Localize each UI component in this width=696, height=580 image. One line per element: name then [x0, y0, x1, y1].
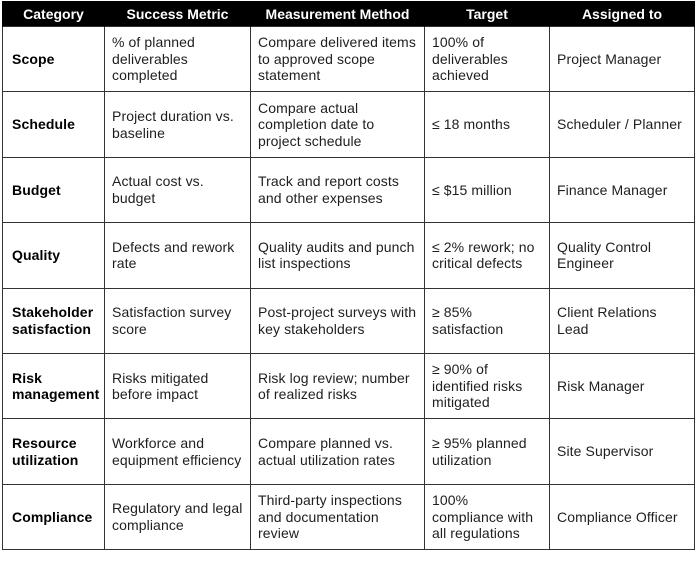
category-cell: Resource utilization — [3, 419, 105, 484]
metric-cell: Regulatory and legal compliance — [105, 484, 251, 549]
category-cell: Compliance — [3, 484, 105, 549]
category-cell: Schedule — [3, 92, 105, 157]
assigned-cell: Scheduler / Planner — [550, 92, 695, 157]
category-cell: Quality — [3, 223, 105, 288]
assigned-cell: Client Relations Lead — [550, 288, 695, 353]
table-row — [3, 484, 695, 549]
target-cell: ≤ $15 million — [425, 157, 550, 222]
table-row — [3, 288, 695, 353]
category-cell: Budget — [3, 157, 105, 222]
metric-cell: Risks mitigated before impact — [105, 353, 251, 418]
assigned-cell: Project Manager — [550, 27, 695, 92]
metric-cell: Workforce and equipment efficiency — [105, 419, 251, 484]
metric-cell: Satisfaction survey score — [105, 288, 251, 353]
metric-cell: Project duration vs. baseline — [105, 92, 251, 157]
header-measurement-method: Measurement Method — [251, 2, 425, 27]
table-row — [3, 157, 695, 222]
method-cell: Compare planned vs. actual utilization rates — [251, 419, 425, 484]
target-cell: ≤ 18 months — [425, 92, 550, 157]
metric-cell: Defects and rework rate — [105, 223, 251, 288]
table-row — [3, 92, 695, 157]
success-metrics-table — [2, 1, 695, 550]
category-cell: Risk management — [3, 353, 105, 418]
category-cell: Stakeholder satisfaction — [3, 288, 105, 353]
method-cell: Track and report costs and other expenses — [251, 157, 425, 222]
header-target: Target — [425, 2, 550, 27]
target-cell: 100% of deliverables achieved — [425, 27, 550, 92]
target-cell: 100% compliance with all regulations — [425, 484, 550, 549]
method-cell: Compare delivered items to approved scope statement — [251, 27, 425, 92]
method-cell: Post-project surveys with key stakeholders — [251, 288, 425, 353]
assigned-cell: Site Supervisor — [550, 419, 695, 484]
table-row — [3, 353, 695, 418]
assigned-cell: Risk Manager — [550, 353, 695, 418]
method-cell: Compare actual completion date to project schedule — [251, 92, 425, 157]
table-row — [3, 27, 695, 92]
target-cell: ≥ 85% satisfaction — [425, 288, 550, 353]
category-cell: Scope — [3, 27, 105, 92]
assigned-cell: Finance Manager — [550, 157, 695, 222]
metric-cell: % of planned deliverables completed — [105, 27, 251, 92]
header-assigned-to: Assigned to — [550, 2, 695, 27]
method-cell: Risk log review; number of realized risks — [251, 353, 425, 418]
header-success-metric: Success Metric — [105, 2, 251, 27]
method-cell: Quality audits and punch list inspections — [251, 223, 425, 288]
table-row — [3, 419, 695, 484]
table-row — [3, 223, 695, 288]
assigned-cell: Quality Control Engineer — [550, 223, 695, 288]
metric-cell: Actual cost vs. budget — [105, 157, 251, 222]
method-cell: Third-party inspections and documentation review — [251, 484, 425, 549]
target-cell: ≤ 2% rework; no critical defects — [425, 223, 550, 288]
target-cell: ≥ 90% of identified risks mitigated — [425, 353, 550, 418]
header-category: Category — [3, 2, 105, 27]
assigned-cell: Compliance Officer — [550, 484, 695, 549]
table-header-row — [3, 2, 695, 27]
target-cell: ≥ 95% planned utilization — [425, 419, 550, 484]
